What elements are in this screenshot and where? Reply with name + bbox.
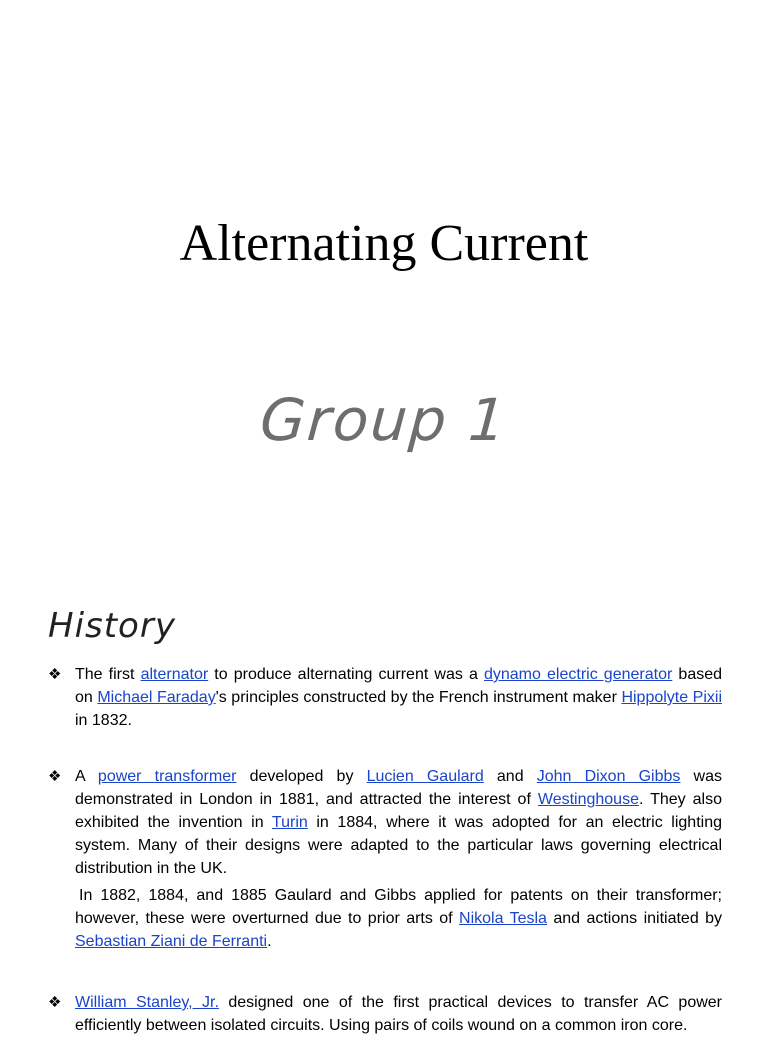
history-bullet [48,991,722,1037]
diamond-cross-bullet-icon: ❖ [48,666,62,683]
section-heading: History [48,606,176,646]
wiki-link[interactable]: Lucien Gaulard [366,768,484,785]
slide-title: Alternating Current [179,215,589,272]
bullet-text: The first [75,666,141,683]
bullet-text: designed one of the first practical devices to transfer AC power efficiently between isolated circuits. Using pairs of coils wound on a common iron core. [75,994,723,1034]
bullet-text: and actions initiated by [546,910,723,927]
bullet-text: and [483,768,537,785]
bullet-text: in 1884, where it was adopted for an electric lighting system. Many of their designs were adapted to the particular laws governing electrical distribution in the UK. [75,814,722,877]
bullet-paragraph [75,884,722,953]
wiki-link[interactable]: Westinghouse [537,791,639,808]
diamond-cross-bullet-icon: ❖ [48,994,62,1011]
bullet-text: . They also exhibited the invention in [75,791,722,831]
bullet-text: 's principles constructed by the French instrument maker [215,689,622,706]
bullet-text: to produce alternating current was a [208,666,484,683]
wiki-link[interactable]: power transformer [97,768,237,785]
wiki-link[interactable]: Michael Faraday [97,689,216,706]
wiki-link[interactable]: alternator [140,666,209,683]
bullet-paragraph [75,991,722,1037]
bullet-text: based on [75,666,723,706]
wiki-link[interactable]: Hippolyte Pixii [621,689,723,706]
bullet-text: In 1882, 1884, and 1885 Gaulard and Gibbs applied for patents on their transformer; however, these were overturned due to prior arts of [75,887,722,927]
wiki-link[interactable]: John Dixon Gibbs [536,768,681,785]
bullet-paragraph [75,663,722,732]
wiki-link[interactable]: dynamo electric generator [483,666,673,683]
wiki-link[interactable]: William Stanley, Jr. [75,994,219,1011]
history-bullet [48,765,722,953]
bullet-text: in 1832. [75,712,132,729]
history-bullet-list [48,663,722,1037]
wiki-link[interactable]: Turin [271,814,308,831]
bullet-text: developed by [236,768,367,785]
bullet-paragraph [75,765,722,880]
bullet-text: A [75,768,98,785]
wiki-link[interactable]: Nikola Tesla [459,910,547,927]
diamond-cross-bullet-icon: ❖ [48,768,62,785]
history-bullet [48,663,722,732]
wiki-link[interactable]: Sebastian Ziani de Ferranti [75,933,268,950]
bullet-text: . [267,933,272,950]
bullet-text: was demonstrated in London in 1881, and attracted the interest of [75,768,723,808]
slide-subtitle: Group 1 [258,386,510,454]
